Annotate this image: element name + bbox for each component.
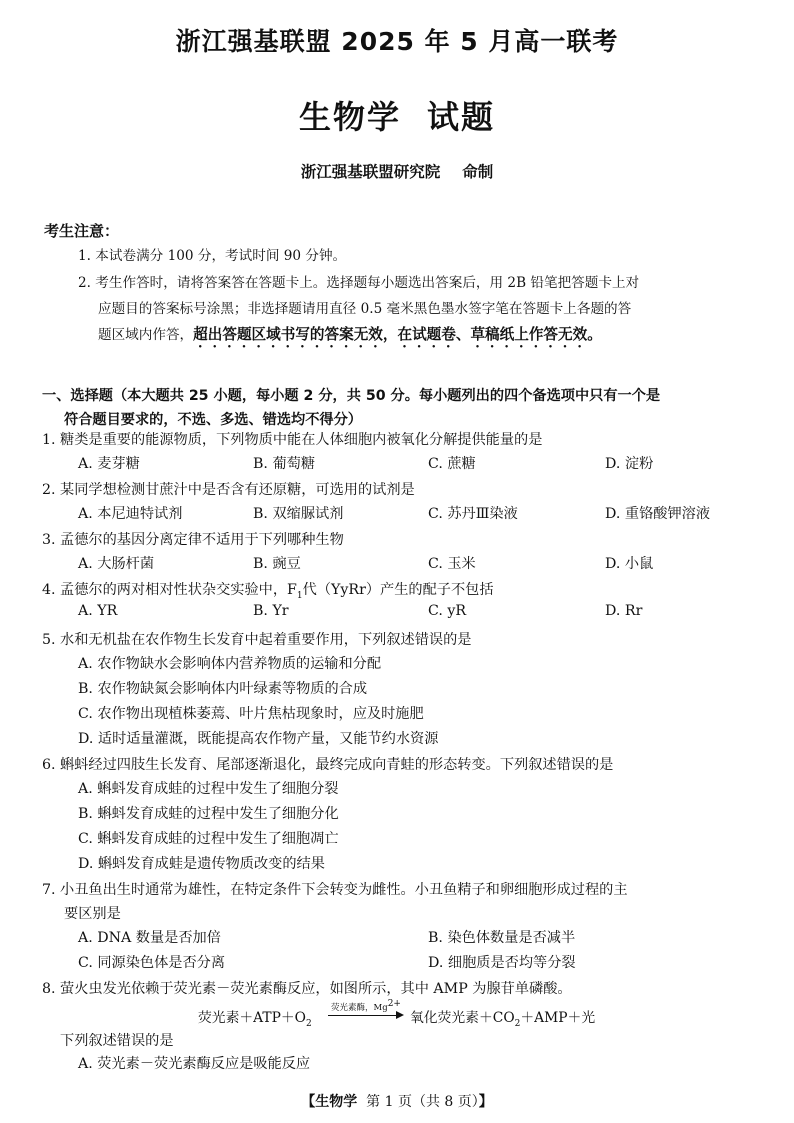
- notice-emphasis: 超出答题区域书写的答案无效，在试题卷、草稿纸上作答无效。: [193, 326, 602, 343]
- question-5-stem: 5. 水和无机盐在农作物生长发育中起着重要作用，下列叙述错误的是: [42, 632, 472, 648]
- equation-reactants: [198, 1006, 312, 1029]
- question-7-options-row-1: [78, 927, 758, 951]
- question-3-option-c: C. 玉米: [428, 556, 476, 572]
- question-7-stem: [42, 878, 762, 926]
- section-heading-line-1: 一、选择题（本大题共 25 小题，每小题 2 分，共 50 分。每小题列出的四个备选项中只有一个是: [42, 388, 661, 404]
- question-4-subscript: 1: [296, 590, 303, 601]
- question-6-stem: 6. 蝌蚪经过四肢生长发育、尾部逐渐退化，最终完成向青蛙的形态转变。下列叙述错误的是: [42, 757, 614, 773]
- subject-name: 生物学: [298, 98, 401, 136]
- notice-heading: 考生注意：: [44, 222, 120, 240]
- reaction-condition-text: 荧光素酶，Mg: [331, 1002, 388, 1013]
- section-heading: [42, 384, 762, 432]
- question-6-option-d: D. 蝌蚪发育成蛙是遗传物质改变的结果: [78, 856, 325, 872]
- section-heading-line-2: 符合题目要求的，不选、多选、错选均不得分）: [64, 412, 362, 428]
- question-7-stem-line-1: 7. 小丑鱼出生时通常为雄性，在特定条件下会转变为雌性。小丑鱼精子和卵细胞形成过程的主: [42, 882, 628, 898]
- question-7-options-row-2: [78, 952, 758, 976]
- question-3-stem: 3. 孟德尔的基因分离定律不适用于下列哪种生物: [42, 532, 344, 548]
- footer-bracket-open: 【: [301, 1094, 316, 1110]
- equation-products-subscript: 2: [514, 1018, 521, 1029]
- question-7-option-a: A. DNA 数量是否加倍: [78, 930, 221, 946]
- question-6-option-a: A. 蝌蚪发育成蛙的过程中发生了细胞分裂: [78, 781, 339, 797]
- footer-page-number: 第 1 页（共 8 页）: [366, 1094, 479, 1110]
- reaction-equation: [198, 999, 628, 1029]
- equation-products: [410, 1006, 595, 1029]
- question-5-option-d: D. 适时适量灌溉，既能提高农作物产量，又能节约水资源: [78, 731, 439, 747]
- notice-item-2-line-2: 应题目的答案标号涂黑；非选择题请用直径 0.5 毫米黑色墨水签字笔在答题卡上各题的答: [98, 301, 632, 317]
- question-1-options: [78, 453, 758, 477]
- question-1-option-b: B. 葡萄糖: [253, 456, 316, 472]
- question-7-stem-line-2: 要区别是: [64, 906, 121, 922]
- question-1-stem: 1. 糖类是重要的能源物质，下列物质中能在人体细胞内被氧化分解提供能量的是: [42, 432, 543, 448]
- question-8-follow: 下列叙述错误的是: [60, 1033, 174, 1049]
- question-7-option-c: C. 同源染色体是否分离: [78, 955, 226, 971]
- question-2-stem: 2. 某同学想检测甘蔗汁中是否含有还原糖，可选用的试剂是: [42, 482, 415, 498]
- issuer-suffix: 命制: [462, 163, 494, 181]
- reaction-arrow: [326, 999, 406, 1026]
- issuer-name: 浙江强基联盟研究院: [300, 163, 441, 181]
- question-4-option-d: D. Rr: [605, 603, 643, 619]
- page-footer: [0, 1091, 794, 1111]
- question-4-options: [78, 603, 758, 627]
- question-8-option-a: A. 荧光素－荧光素酶反应是吸能反应: [78, 1056, 311, 1072]
- equation-reactants-subscript: 2: [306, 1018, 312, 1029]
- question-5-option-a: A. 农作物缺水会影响体内营养物质的运输和分配: [78, 656, 382, 672]
- question-3-options: [78, 553, 758, 577]
- reaction-condition: [326, 999, 406, 1013]
- question-2-option-b: B. 双缩脲试剂: [253, 506, 344, 522]
- arrow-shaft: [328, 1015, 398, 1016]
- notice-item-1: 1. 本试卷满分 100 分，考试时间 90 分钟。: [78, 248, 347, 264]
- question-4-option-a: A. YR: [78, 603, 118, 619]
- subject-title: [0, 92, 794, 138]
- question-5-option-b: B. 农作物缺氮会影响体内叶绿素等物质的合成: [78, 681, 368, 697]
- question-2-option-d: D. 重铬酸钾溶液: [605, 506, 711, 522]
- arrow-head-icon: [396, 1011, 404, 1019]
- question-4-option-b: B. Yr: [253, 603, 289, 619]
- question-8-stem: 8. 萤火虫发光依赖于荧光素－荧光素酶反应，如图所示，其中 AMP 为腺苷单磷酸。: [42, 981, 572, 997]
- subject-suffix: 试题: [427, 98, 496, 136]
- question-5-option-c: C. 农作物出现植株萎蔫、叶片焦枯现象时，应及时施肥: [78, 706, 424, 722]
- footer-subject: 生物学: [315, 1094, 358, 1110]
- notice-item-2-line-3: [78, 322, 758, 351]
- question-3-option-b: B. 豌豆: [253, 556, 301, 572]
- question-1-option-a: A. 麦芽糖: [78, 456, 140, 472]
- question-4-option-c: C. yR: [428, 603, 467, 619]
- reaction-condition-superscript: 2+: [387, 999, 401, 1009]
- notice-item-2-line-1: 2. 考生作答时，请将答案答在答题卡上。选择题每小题选出答案后，用 2B 铅笔把答题卡上对: [78, 275, 640, 291]
- question-4-stem-a: 4. 孟德尔的两对相对性状杂交实验中，F: [42, 582, 297, 598]
- question-1-option-d: D. 淀粉: [605, 456, 654, 472]
- exam-title: 浙江强基联盟 2025 年 5 月高一联考: [175, 27, 619, 56]
- question-2-option-a: A. 本尼迪特试剂: [78, 506, 183, 522]
- notice-item-2-line-3-text: 题区域内作答，: [98, 327, 194, 343]
- question-2-options: [78, 503, 758, 527]
- question-2-option-c: C. 苏丹Ⅲ染液: [428, 506, 518, 522]
- question-6-option-b: B. 蝌蚪发育成蛙的过程中发生了细胞分化: [78, 806, 339, 822]
- question-3-option-a: A. 大肠杆菌: [78, 556, 155, 572]
- question-7-option-b: B. 染色体数量是否减半: [428, 930, 576, 946]
- issuer-line: [0, 160, 794, 182]
- question-4-stem-b: 代（YyRr）产生的配子不包括: [302, 582, 494, 598]
- question-1-option-c: C. 蔗糖: [428, 456, 476, 472]
- notice-item-2: [78, 270, 758, 351]
- equation-reactants-text: 荧光素＋ATP＋O: [198, 1010, 306, 1026]
- question-7-option-d: D. 细胞质是否均等分裂: [428, 955, 576, 971]
- footer-bracket-close: 】: [478, 1094, 493, 1110]
- question-3-option-d: D. 小鼠: [605, 556, 654, 572]
- equation-products-text-b: ＋AMP＋光: [520, 1010, 596, 1026]
- question-6-option-c: C. 蝌蚪发育成蛙的过程中发生了细胞凋亡: [78, 831, 339, 847]
- equation-products-text-a: 氧化荧光素＋CO: [410, 1010, 515, 1026]
